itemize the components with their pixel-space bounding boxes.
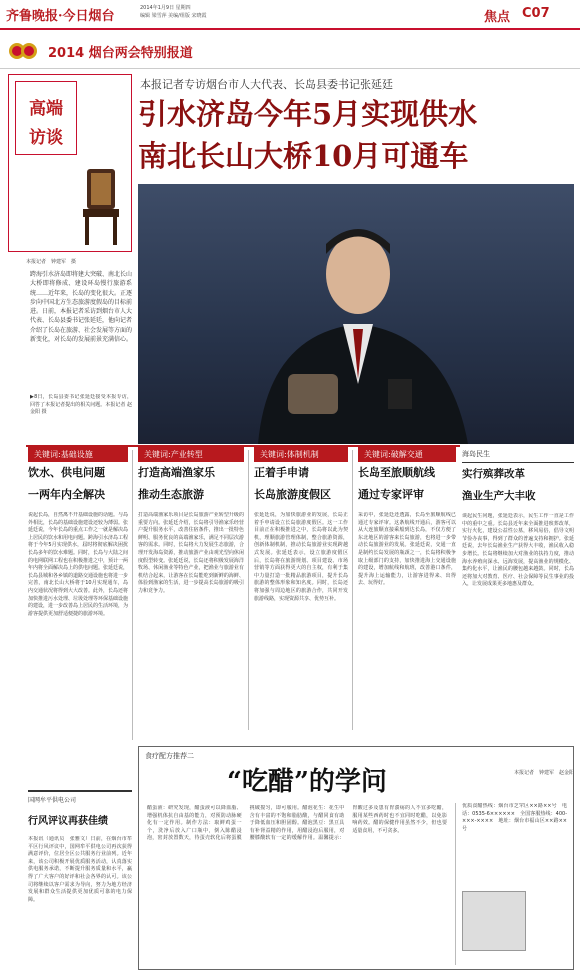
headline-main-1: 引水济岛今年5月实现供水 — [138, 97, 478, 131]
headline-kicker: 本报记者专访烟台市人大代表、长岛县委书记张延廷 — [140, 78, 393, 91]
keyword-tag: 关键词:破解交通 — [358, 447, 456, 462]
section-title-1: 正着手申请 — [254, 466, 309, 479]
section-title-2: 一两年内全解决 — [28, 488, 105, 501]
person-figure — [138, 184, 574, 444]
section-body: 说起长岛，自然离不开基础设施的话题。与岛外相比，长岛的基础设施建设还较为薄弱。张延廷说，今年长岛的重点工作之一就是解决岛上居民的饮水和用电问题。跨海引水济岛工程将于今年5月实现供水，届时将彻底解决困扰长岛多年的饮水难题。同时，长岛与大陆之间的电网联网工程也在积极推进之中，预计一两年内将全面解决岛上的供电问题。张延廷说，长岛县城和各乡镇的道路交通设施也将进一步完善，南北长山大桥将于10月实现通车，岛内交通状况将得到大大改善。此外，长岛还将加快推进污水处理、垃圾处理等环保基础设施的建设，进一步改善岛上居民的生活环境，为游客提供更加舒适便捷的旅游环境。 — [28, 512, 128, 617]
page-number: C07 — [522, 6, 550, 21]
section-mechanism — [254, 447, 348, 740]
photo-credit: 本报记者 钟建军 摄 — [26, 259, 77, 265]
section-industry — [138, 447, 244, 740]
section-body: 打造高端渔家乐项目是长岛旅游产业转型升级的重要方向。张延廷介绍，长岛将引导渔家乐经营户提升服务水平，改善住宿条件，推出一批特色鲜明、服务优良的高端渔家乐，满足不同层次游客的需求。同时，长岛将大力发展生态旅游，合理开发海岛资源，推动旅游产业由观光型向休闲度假型转变。张延廷说，长岛还将积极发展海洋牧场、休闲渔业等特色产业，把渔业与旅游业有机结合起来，让游客在长岛能吃到新鲜的海鲜、体验到渔家的生活，进一步提高长岛旅游的吸引力和竞争力。 — [138, 512, 244, 594]
section-title-2: 长岛旅游度假区 — [254, 488, 331, 501]
header-rule — [0, 28, 580, 30]
photo-caption: ▶8日，长岛县委书记张延廷接受本报专访，回答了本报记者提出的相关问题。本报记者 赵金阳 摄 — [30, 394, 132, 416]
section-title-1: 长岛至旅顺航线 — [358, 466, 435, 479]
column-divider — [352, 450, 353, 730]
right-column-livelihood — [462, 447, 574, 776]
page-header — [0, 0, 580, 33]
section-title-2: 推动生态旅游 — [138, 488, 204, 501]
ad-image — [462, 891, 526, 951]
right-column-tag: 海岛民生 — [462, 447, 574, 463]
section-title-1: 饮水、供电问题 — [28, 466, 105, 479]
keyword-tag: 关键词:产业转型 — [138, 447, 244, 462]
keyword-tag: 关键词:基础设施 — [28, 447, 128, 462]
right-title-1: 实行殡葬改革 — [462, 468, 525, 480]
column-tag-frame: 高端 访谈 — [15, 81, 77, 155]
feature-label: 食疗配方推荐二 — [145, 752, 194, 760]
bottom-left-title: 行风评议再获佳绩 — [28, 816, 108, 827]
section-label: 焦点 — [484, 10, 511, 25]
right-body: 谈起民生问题，张延廷表示，民生工作一直是工作中的重中之重。长岛县近年来全面推进殡葬改革，实行火化，建设公益性公墓，移风易俗，倡导文明节俭办丧事，得到了群众的普遍支持和拥护。张延廷说，去年长岛渔业生产获得大丰收，渔民收入稳步增长。长岛将继续加大对渔业的扶持力度，推动海水养殖向深水、远海发展，提高渔业的规模化、集约化水平，让渔民的腰包越来越鼓。同时，长岛还将加大对教育、医疗、社会保障等民生事业的投入，让发展成果更多地惠及群众。 — [462, 513, 574, 588]
bottom-left-body: 本报讯（通讯员 张雅文）日前，在烟台市牟平区行风评议中，国网牟平供电公司再次获得满意评价，位居全区公共服务行业前列。近年来，该公司积极开展优质服务活动，认真落实供电服务承诺，不断提升服务质量和水平，赢得了广大客户的好评和社会各界的认可。该公司将继续以客户需求为导向，努力为地方经济发展和群众生活提供更加优质可靠的电力保障。 — [28, 836, 132, 903]
column-divider — [248, 450, 249, 730]
section-body: 采访中，张延廷还透露，长岛至旅顺航线已通过专家评审。这条航线开通后，游客可以从大连旅顺直接乘船到达长岛，不仅方便了东北地区的游客来长岛旅游，也将进一步带动长岛旅游业的发展。张延廷说，交通一直是制约长岛发展的瓶颈之一，长岛将积极争取上级部门的支持，加快推进海上交通设施的建设，增加航线和航班，改善港口条件，提升海上运输能力，让游客进得来、出得去、玩得好。 — [358, 512, 456, 587]
bottom-left-rule — [28, 790, 132, 792]
bottom-left-org: 国网牟平供电公司 — [28, 797, 77, 804]
headline-main-2: 南北长山大桥10月可通车 — [138, 139, 469, 173]
newspaper-logo: 齐鲁晚报·今日烟台 — [6, 9, 115, 24]
interview-photo — [138, 184, 574, 444]
ad-text: 优质食醋热线：烟台市芝罘区××路××号 电话：0535-6×××××× 全国客服热线：400-×××-×××× 地址：烟台市福山区××路××号 — [462, 803, 567, 832]
section-transport — [358, 447, 456, 740]
column-divider — [132, 450, 133, 740]
section-infrastructure — [28, 447, 128, 752]
column-tag-panel — [8, 74, 132, 252]
emblem-icon — [8, 39, 38, 63]
section-body: 张延廷说，为加快旅游业的发展，长岛正着手申请设立长岛旅游度假区。这一工作目前正在积极推进之中，长岛将以此为契机，理顺旅游管理体制，整合旅游资源，创新体制机制，推动长岛旅游业实现跨越式发展。张延廷表示，设立旅游度假区后，长岛将在旅游规划、项目建设、市场营销等方面获得更大的自主权，有利于集中力量打造一批精品旅游项目，提升长岛旅游的整体形象和知名度。同时，长岛还将加强与周边地区的旅游合作，共同开发旅游线路，实现资源共享、优势互补。 — [254, 512, 348, 602]
product-ad — [455, 803, 567, 965]
feature-body: 醋蛋液：研究发现，醋蛋液可以降血脂、增强机体抗自由基的能力，对预防动脉硬化有一定作用。制作方法：取鲜鸡蛋一个，洗净后放入广口瓶中，倒入陈醋浸泡，密封放置数天，待蛋壳软化后将蛋膜挑破搅匀，即可服用。醋泡花生：花生中含有丰富的不饱和脂肪酸，与醋同食有助于降低血压和胆固醇。醋泡黑豆：黑豆具有补肾益精的作用，用醋浸泡后服用，对腰膝酸软有一定的缓解作用。温馨提示：胃酸过多及患有胃溃疡的人不宜多吃醋，服用某些西药时也不宜同时吃醋，以免影响药效。醋的保健作用虽然不少，但也要适量食用，不可贪多。 — [147, 805, 447, 842]
intro-paragraph: 跨海引水济岛即将建大突破、南北长山大桥即将修成、建设环岛慢行旅游系统……近年来，长岛的变化很大。正逐步向中国北方生态旅游度假岛的目标前进。日前，本报记者采访到烟台市人大代表、长岛县委书记张延廷，他向记者介绍了长岛在旅游、社会发展等方面的新变化，对长岛的发展前景充满信心。 — [30, 271, 132, 344]
sub-banner — [0, 33, 580, 69]
right-credit: 本报记者 钟建军 赵金阳 — [513, 770, 574, 776]
keyword-tag: 关键词:体制机制 — [254, 447, 348, 462]
feature-title: “吃醋”的学问 — [227, 767, 387, 797]
special-report-title: 2014 烟台两会特别报道 — [48, 46, 193, 61]
chair-illustration — [79, 169, 123, 245]
vinegar-feature-box — [138, 746, 574, 970]
section-title-2: 通过专家评审 — [358, 488, 424, 501]
date-line: 2014年1月9日 星期四 编辑 梁雪萍 美编/组版 宋晓霞 — [140, 5, 207, 19]
right-title-2: 渔业生产大丰收 — [462, 490, 536, 502]
section-title-1: 打造高端渔家乐 — [138, 466, 215, 479]
